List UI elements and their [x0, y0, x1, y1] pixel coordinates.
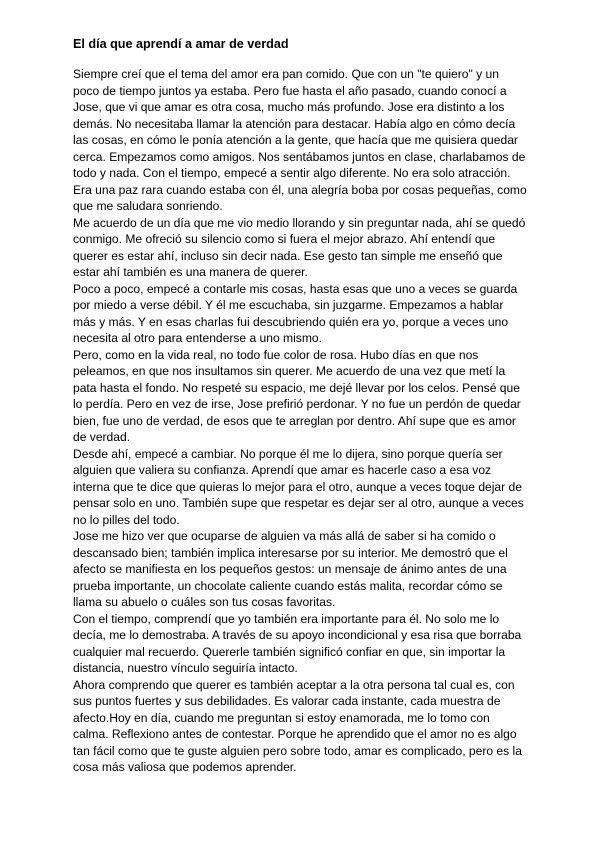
body-paragraph — [73, 611, 533, 677]
paragraph-line: Era una paz rara cuando estaba con él, una alegría boba por cosas pequeñas, como — [73, 182, 527, 197]
paragraph-line: querer es estar ahí, incluso sin decir nada. Ese gesto tan simple me enseñó que — [73, 248, 503, 263]
paragraph-line: de verdad. — [73, 430, 131, 444]
paragraph-line: sus puntos fuertes y sus debilidades. Es valorar cada instante, cada muestra de — [73, 694, 501, 708]
body-paragraph — [73, 215, 533, 281]
paragraph-line: Jose me hizo ver que ocuparse de alguien va más allá de saber si ha comido o — [73, 529, 496, 543]
paragraph-line: decía, me lo demostraba. A través de su apoyo incondicional y esa risa que borraba — [73, 628, 522, 642]
paragraph-line: Poco a poco, empecé a contarle mis cosas, hasta esas que uno a veces se guarda — [73, 281, 518, 296]
paragraph-line: bien, fue uno de verdad, de esos que te arreglan por dentro. Ahí supe que es amor — [73, 413, 516, 428]
paragraph-line: pensar solo en uno. También supe que respetar es dejar ser al otro, aunque a veces — [73, 496, 524, 510]
paragraph-line: prueba importante, un chocolate caliente cuando estás malita, recordar cómo se — [73, 578, 503, 593]
paragraph-line: lo perdía. Pero en vez de irse, Jose prefirió perdonar. Y no fue un perdón de quedar — [73, 397, 521, 411]
paragraph-line: cosa más valiosa que podemos aprender. — [73, 760, 297, 774]
body-paragraph — [73, 528, 533, 611]
paragraph-line: descansado bien; también implica interesarse por su interior. Me demostró que el — [73, 545, 508, 560]
paragraph-line: no lo pilles del todo. — [73, 512, 180, 527]
body-paragraph — [73, 66, 533, 215]
paragraph-line: Jose, que vi que amar es otra cosa, mucho más profundo. Jose era distinto a los — [73, 100, 505, 114]
paragraph-line: Desde ahí, empecé a cambiar. No porque él me lo dijera, sino porque quería ser — [73, 446, 503, 461]
body-paragraph — [73, 446, 533, 529]
paragraph-line: cerca. Empezamos como amigos. Nos sentábamos juntos en clase, charlabamos de — [73, 149, 526, 164]
body-paragraph — [73, 677, 533, 776]
paragraph-line: afecto se manifiesta en los pequeños gestos: un mensaje de ánimo antes de una — [73, 562, 507, 576]
paragraph-line: peleamos, en que nos insultamos sin querer. Me acuerdo de una vez que metí la — [73, 364, 506, 378]
paragraph-line: alguien que valiera su confianza. Aprendí que amar es hacerle caso a esa voz — [73, 463, 492, 477]
paragraph-line: Me acuerdo de un día que me vio medio llorando y sin preguntar nada, ahí se quedó — [73, 215, 526, 230]
paragraph-line: cualquier mal recuerdo. Quererle también significó confiar en que, sin importar la — [73, 644, 506, 659]
paragraph-line: necesita al otro para entenderse a uno mismo. — [73, 331, 322, 345]
paragraph-line: estar ahí también es una manera de querer. — [73, 265, 308, 279]
paragraph-line: interna que te dice que quieras lo mejor para el otro, aunque a veces toque dejar de — [73, 479, 522, 494]
paragraph-line: pata hasta el fondo. No respeté su espacio, me dejé llevar por los celos. Pensé que — [73, 380, 520, 395]
paragraph-line: demás. No necesitaba llamar la atención para destacar. Había algo en cómo decía — [73, 116, 516, 131]
paragraph-line: distancia, nuestro vínculo seguiría intacto. — [73, 661, 298, 675]
document-body — [73, 66, 533, 776]
paragraph-line: Con el tiempo, comprendí que yo también era importante para él. No solo me lo — [73, 611, 500, 626]
paragraph-line: conmigo. Me ofreció su silencio como si fuera el mejor abrazo. Ahí entendí que — [73, 232, 496, 246]
paragraph-line: que me saludara sonriendo. — [73, 199, 223, 213]
paragraph-line: llama su abuelo o cuáles son tus cosas favoritas. — [73, 595, 336, 609]
paragraph-line: afecto.Hoy en día, cuando me preguntan si estoy enamorada, me lo tomo con — [73, 710, 490, 725]
body-paragraph — [73, 347, 533, 446]
paragraph-line: todo y nada. Con el tiempo, empecé a sentir algo diferente. No era solo atracción. — [73, 166, 511, 180]
paragraph-line: Pero, como en la vida real, no todo fue color de rosa. Hubo días en que nos — [73, 347, 479, 362]
paragraph-line: por miedo a verse débil. Y él me escuchaba, sin juzgarme. Empezamos a hablar — [73, 298, 504, 312]
paragraph-line: Siempre creí que el tema del amor era pan comido. Que con un "te quiero" y un — [73, 67, 499, 81]
paragraph-line: más y más. Y en esas charlas fui descubriendo quién era yo, porque a veces uno — [73, 314, 509, 329]
document-title: El día que aprendí a amar de verdad — [73, 37, 289, 51]
paragraph-line: Ahora comprendo que querer es también aceptar a la otra persona tal cual es, con — [73, 677, 515, 692]
paragraph-line: tan fácil como que te guste alguien pero sobre todo, amar es complicado, pero es la — [73, 743, 522, 758]
paragraph-line: las cosas, en cómo le ponía atención a la gente, que hacía que me quisiera quedar — [73, 133, 518, 147]
body-paragraph — [73, 281, 533, 347]
paragraph-line: calma. Reflexiono antes de contestar. Porque he aprendido que el amor no es algo — [73, 727, 517, 741]
paragraph-line: poco de tiempo juntos ya estaba. Pero fue hasta el año pasado, cuando conocí a — [73, 83, 507, 98]
